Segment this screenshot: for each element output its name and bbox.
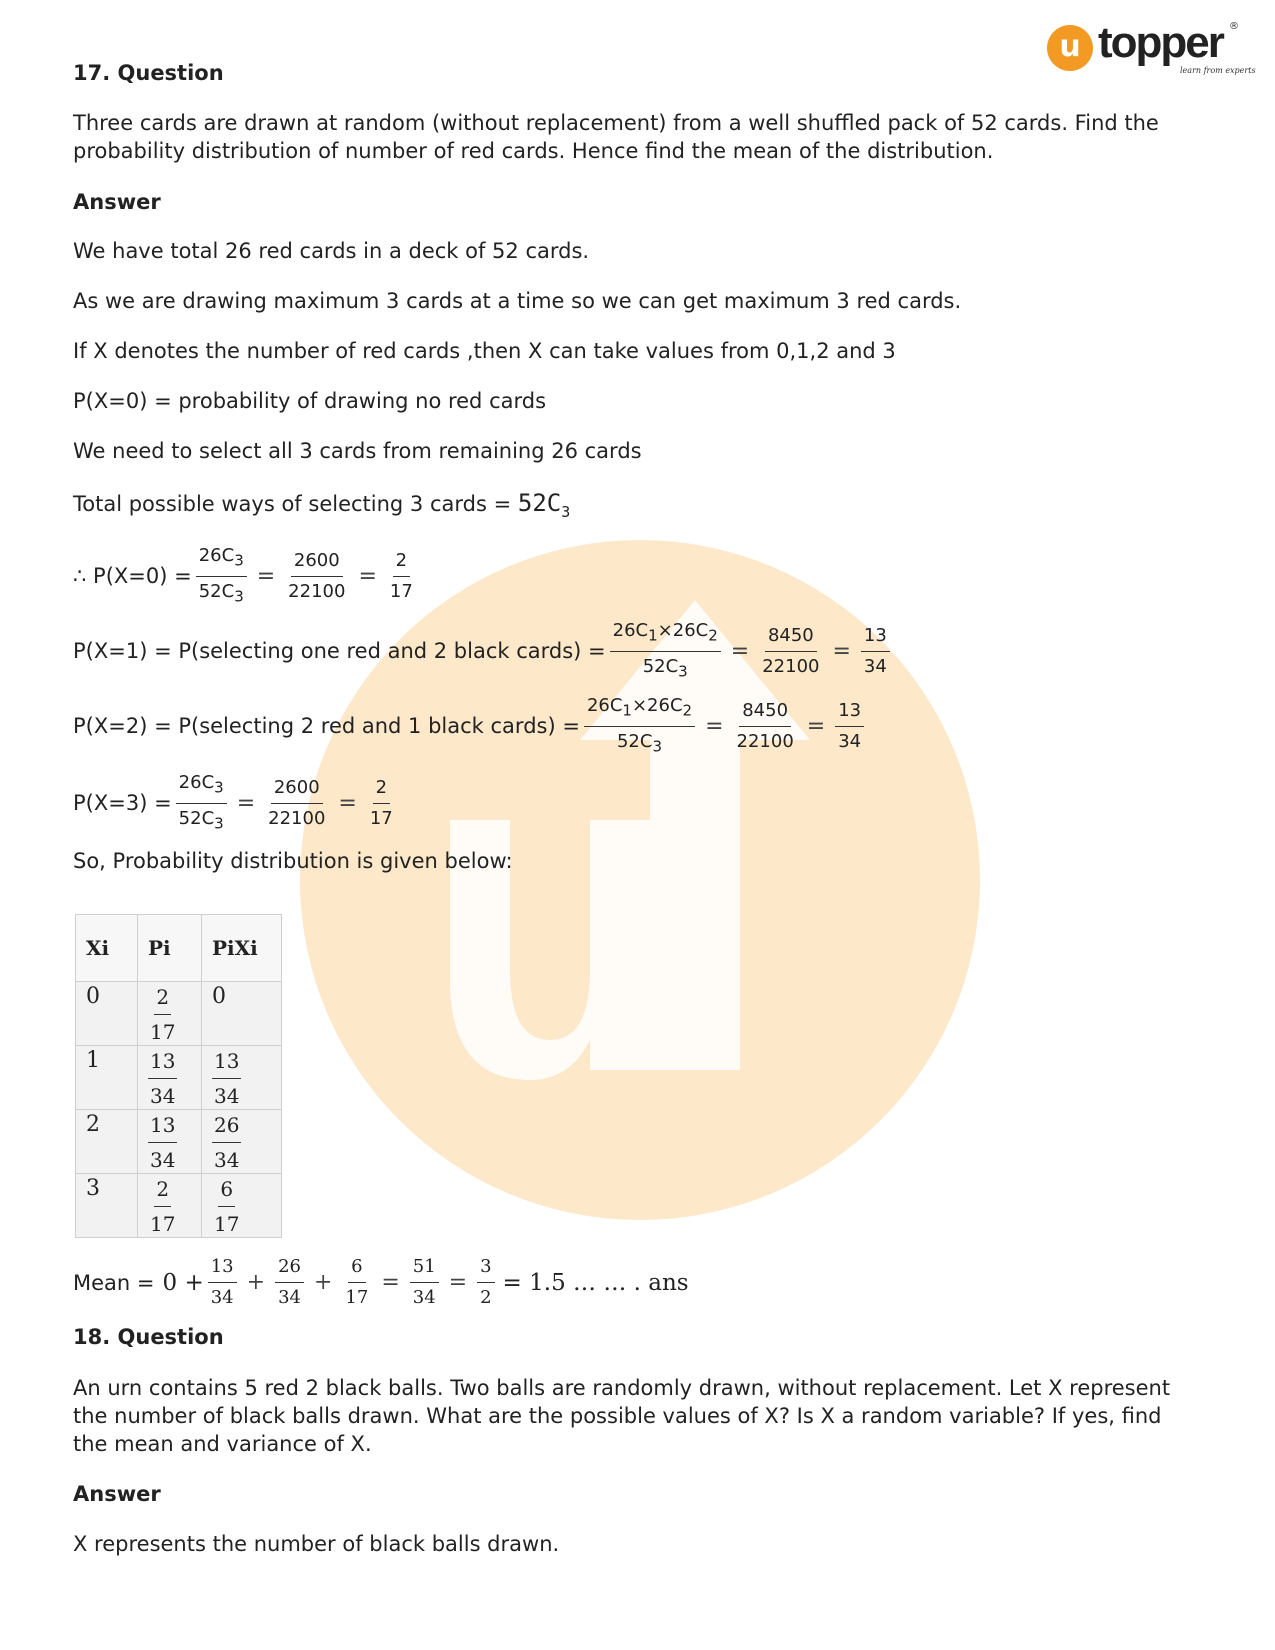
fraction: $\frac{26C_1\times 26C_2}{52C_3}$ <box>610 620 721 682</box>
question-17-heading: 17. Question <box>73 61 224 85</box>
distribution-intro: So, Probability distribution is given below: <box>73 849 513 873</box>
logo-registered: ® <box>1229 21 1239 32</box>
table-cell: $\frac{26}{34}$ <box>202 1110 282 1174</box>
fraction: $\frac{2}{17}$ <box>389 549 413 602</box>
table-header-row <box>76 915 282 982</box>
table-cell: 3 <box>76 1174 138 1238</box>
total-ways-label: Total possible ways of selecting 3 cards = <box>73 492 512 516</box>
mean-start: 0 + <box>162 1269 204 1296</box>
header-pi: Pi <box>138 915 202 982</box>
total-ways-value: $52C_3$ <box>517 489 571 521</box>
logo-mark-icon: u <box>1047 25 1093 71</box>
table-cell: $\frac{2}{17}$ <box>138 982 202 1046</box>
table-cell: $\frac{13}{34}$ <box>138 1046 202 1110</box>
table-row <box>76 1046 282 1110</box>
answer-line-4: P(X=0) = probability of drawing no red cards <box>73 389 547 413</box>
table-cell: 0 <box>202 982 282 1046</box>
question-18-text: An urn contains 5 red 2 black balls. Two balls are randomly drawn, without replacement. Let X represent the number of black balls drawn. What are the possible values of X? Is X a random variable? If yes, find the mean and variance of X. <box>73 1376 1171 1456</box>
table-cell: $\frac{13}{34}$ <box>138 1110 202 1174</box>
fraction: $\frac{26C_3}{52C_3}$ <box>176 772 227 834</box>
table-cell: 1 <box>76 1046 138 1110</box>
p-x1-label: P(X=1) = P(selecting one red and 2 black cards) = <box>73 639 606 664</box>
total-ways-line <box>73 489 570 526</box>
answer-line-3: If X denotes the number of red cards ,then X can take values from 0,1,2 and 3 <box>73 339 896 363</box>
p-x1-equation: P(X=1) = P(selecting one red and 2 black cards) = $\frac{26C_1\times 26C_2}{52C_3}$ = $\frac{8450}{22100}$ = $\frac{13}{34}$ <box>73 620 894 682</box>
question-18-heading: 18. Question <box>73 1325 224 1349</box>
logo-tagline: learn from experts <box>1180 66 1256 75</box>
answer-line-5: We need to select all 3 cards from remaining 26 cards <box>73 439 642 463</box>
fraction: $\frac{26C_3}{52C_3}$ <box>196 545 247 607</box>
fraction: $\frac{26C_1\times 26C_2}{52C_3}$ <box>584 695 695 757</box>
p-x0-label: ∴ P(X=0) = <box>73 564 192 589</box>
table-cell: $\frac{13}{34}$ <box>202 1046 282 1110</box>
answer-18-line-1: X represents the number of black balls drawn. <box>73 1532 560 1556</box>
answer-line-1: We have total 26 red cards in a deck of 52 cards. <box>73 239 590 263</box>
fraction: $\frac{2}{17}$ <box>369 776 393 829</box>
fraction: $\frac{3}{2}$ <box>477 1256 494 1309</box>
table-cell: 0 <box>76 982 138 1046</box>
table-cell: $\frac{6}{17}$ <box>202 1174 282 1238</box>
table-row <box>76 982 282 1046</box>
mean-result: = 1.5 … … . ans <box>502 1269 689 1296</box>
fraction: $\frac{26}{34}$ <box>275 1256 304 1309</box>
answer-line-2: As we are drawing maximum 3 cards at a time so we can get maximum 3 red cards. <box>73 289 962 313</box>
table-cell: 2 <box>76 1110 138 1174</box>
fraction: $\frac{2600}{22100}$ <box>268 776 326 829</box>
header-xi: Xi <box>76 915 138 982</box>
fraction: $\frac{2600}{22100}$ <box>288 549 346 602</box>
p-x3-label: P(X=3) = <box>73 791 172 816</box>
fraction: $\frac{8450}{22100}$ <box>736 699 794 752</box>
question-17-text: Three cards are drawn at random (without replacement) from a well shuffled pack of 52 cards. Find the probability distribution of number of red cards. Hence find the mean of the distribution. <box>73 111 1159 163</box>
p-x0-equation: ∴ P(X=0) = $\frac{26C_3}{52C_3}$ = $\frac{2600}{22100}$ = $\frac{2}{17}$ <box>73 545 420 607</box>
answer-18-label: Answer <box>73 1482 161 1506</box>
table-row <box>76 1110 282 1174</box>
p-x2-equation: P(X=2) = P(selecting 2 red and 1 black cards) = $\frac{26C_1\times 26C_2}{52C_3}$ = $\frac{8450}{22100}$ = $\frac{13}{34}$ <box>73 695 868 757</box>
p-x2-label: P(X=2) = P(selecting 2 red and 1 black cards) = <box>73 714 580 739</box>
answer-17-label: Answer <box>73 190 161 214</box>
table-cell: $\frac{2}{17}$ <box>138 1174 202 1238</box>
fraction: $\frac{6}{17}$ <box>345 1256 369 1308</box>
header-pixi: PiXi <box>202 915 282 982</box>
fraction: $\frac{13}{34}$ <box>861 625 890 678</box>
mean-label: Mean = <box>73 1270 155 1295</box>
fraction: $\frac{13}{34}$ <box>835 700 864 753</box>
mean-equation: Mean = 0 + $\frac{13}{34}$ + $\frac{26}{34}$ + $\frac{6}{17}$ = $\frac{51}{34}$ = $\frac{3}{2}$ = 1.5 … … . ans <box>73 1256 689 1308</box>
fraction: $\frac{51}{34}$ <box>410 1256 439 1309</box>
p-x3-equation: P(X=3) = $\frac{26C_3}{52C_3}$ = $\frac{2600}{22100}$ = $\frac{2}{17}$ <box>73 772 400 834</box>
table-row <box>76 1174 282 1238</box>
distribution-table <box>75 914 282 1238</box>
fraction: $\frac{13}{34}$ <box>208 1256 237 1309</box>
fraction: $\frac{8450}{22100}$ <box>762 624 820 677</box>
logo-name: topper <box>1098 18 1223 67</box>
